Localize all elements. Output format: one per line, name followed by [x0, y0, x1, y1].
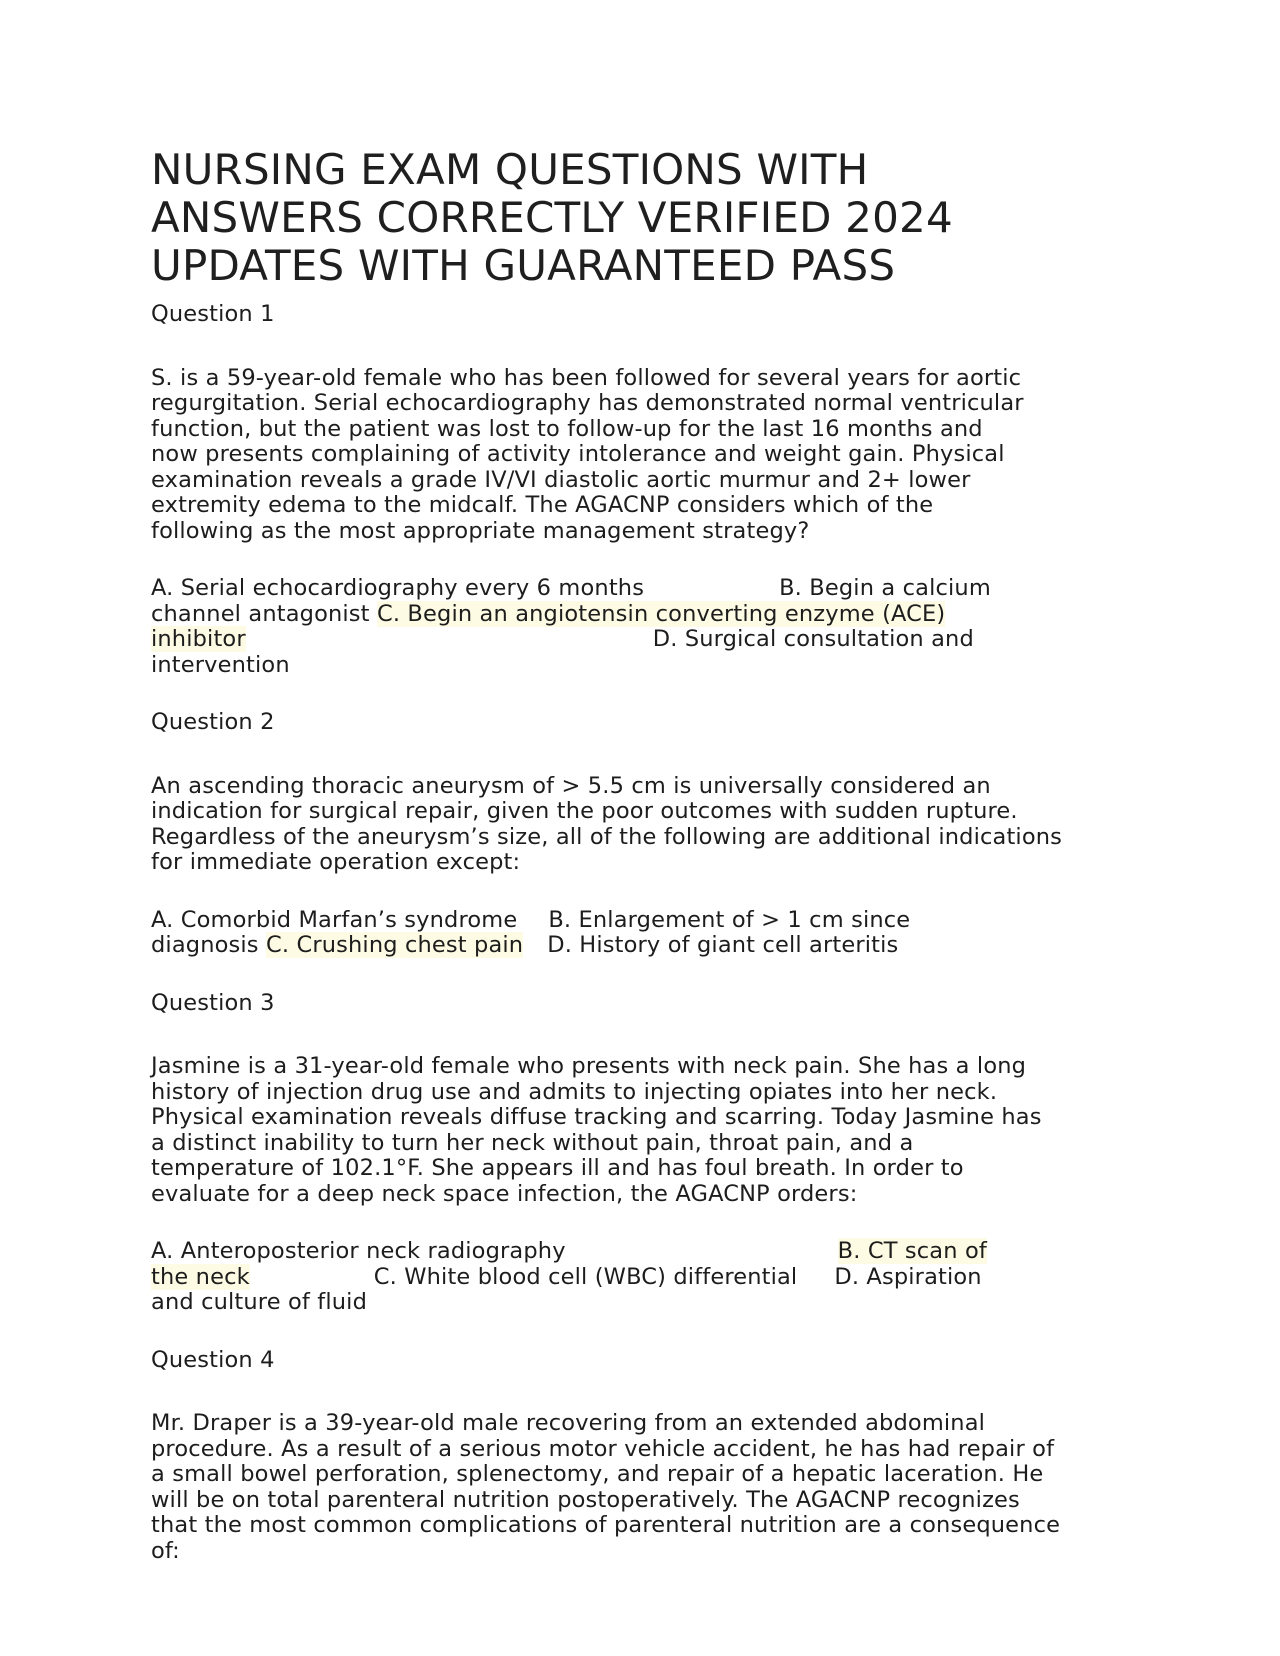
option-c-correct-cont: inhibitor — [151, 626, 246, 652]
stem-line: Mr. Draper is a 39-year-old male recovering from an extended abdominal — [151, 1410, 986, 1436]
title-line: UPDATES WITH GUARANTEED PASS — [151, 241, 896, 290]
option-b-cont: channel antagonist — [151, 600, 370, 627]
stem-line: a distinct inability to turn her neck without pain, throat pain, and a — [151, 1129, 914, 1156]
stem-line: for immediate operation except: — [151, 849, 521, 875]
stem-line: will be on total parenteral nutrition postoperatively. The AGACNP recognizes — [151, 1486, 1020, 1513]
stem-line: of: — [151, 1537, 180, 1564]
question-label: Question 3 — [151, 989, 275, 1016]
stem-line: history of injection drug use and admits to injecting opiates into her neck. — [151, 1078, 998, 1105]
stem-line: temperature of 102.1°F. She appears ill and has foul breath. In order to — [151, 1155, 964, 1181]
stem-line: extremity edema to the midcalf. The AGACNP considers which of the — [151, 492, 934, 518]
stem-line: Regardless of the aneurysm’s size, all of the following are additional indications — [151, 823, 1063, 850]
question-stem — [151, 1411, 1131, 1564]
answer-options — [151, 576, 1131, 678]
stem-line: a small bowel perforation, splenectomy, and repair of a hepatic laceration. He — [151, 1461, 1044, 1487]
stem-line: regurgitation. Serial echocardiography has demonstrated normal ventricular — [151, 390, 1024, 416]
stem-line: An ascending thoracic aneurysm of > 5.5 cm is universally considered an — [151, 772, 991, 799]
question-4 — [151, 1348, 1131, 1565]
stem-line: Jasmine is a 31-year-old female who presents with neck pain. She has a long — [151, 1053, 1027, 1079]
option-d: D. History of giant cell arteritis — [547, 932, 899, 958]
title-line: ANSWERS CORRECTLY VERIFIED 2024 — [151, 193, 953, 242]
question-label: Question 4 — [151, 1346, 275, 1373]
stem-line: examination reveals a grade IV/VI diastolic aortic murmur and 2+ lower — [151, 466, 971, 493]
stem-line: function, but the patient was lost to follow-up for the last 16 months and — [151, 415, 983, 442]
question-stem — [151, 1054, 1131, 1207]
document-title — [151, 146, 1131, 290]
stem-line: that the most common complications of parenteral nutrition are a consequence — [151, 1512, 1061, 1538]
option-c: C. White blood cell (WBC) differential — [373, 1263, 798, 1290]
option-c-correct: C. Begin an angiotensin converting enzyme (ACE) — [376, 600, 946, 627]
option-a: A. Anteroposterior neck radiography — [151, 1238, 566, 1264]
option-a: A. Serial echocardiography every 6 months — [151, 575, 645, 601]
option-b-cont: diagnosis — [151, 932, 259, 958]
option-d: D. Surgical consultation and — [652, 626, 974, 652]
option-a: A. Comorbid Marfan’s syndrome — [151, 906, 518, 933]
question-stem — [151, 366, 1131, 545]
question-1 — [151, 302, 1131, 678]
stem-line: Physical examination reveals diffuse tracking and scarring. Today Jasmine has — [151, 1104, 1042, 1130]
title-line: NURSING EXAM QUESTIONS WITH — [151, 145, 869, 194]
option-b-correct-cont: the neck — [151, 1263, 250, 1290]
question-label: Question 2 — [151, 709, 275, 735]
option-d: D. Aspiration — [834, 1263, 982, 1290]
question-2 — [151, 710, 1131, 959]
option-d-cont: and culture of fluid — [151, 1289, 368, 1315]
stem-line: S. is a 59-year-old female who has been followed for several years for aortic — [151, 364, 1022, 391]
option-b: B. Enlargement of > 1 cm since — [548, 906, 911, 933]
option-b-correct: B. CT scan of — [837, 1238, 987, 1264]
question-stem — [151, 774, 1131, 876]
question-label: Question 1 — [151, 301, 275, 327]
answer-options — [151, 1239, 1131, 1316]
answer-options — [151, 908, 1131, 959]
stem-line: indication for surgical repair, given the poor outcomes with sudden rupture. — [151, 798, 1018, 824]
option-d-cont: intervention — [151, 651, 290, 678]
option-c-correct: C. Crushing chest pain — [266, 932, 524, 958]
document-page — [151, 146, 1131, 1564]
question-3 — [151, 991, 1131, 1316]
stem-line: now presents complaining of activity intolerance and weight gain. Physical — [151, 441, 1005, 467]
stem-line: evaluate for a deep neck space infection, the AGACNP orders: — [151, 1180, 858, 1207]
option-b: B. Begin a calcium — [779, 575, 991, 601]
stem-line: following as the most appropriate management strategy? — [151, 517, 810, 544]
stem-line: procedure. As a result of a serious motor vehicle accident, he has had repair of — [151, 1435, 1055, 1462]
